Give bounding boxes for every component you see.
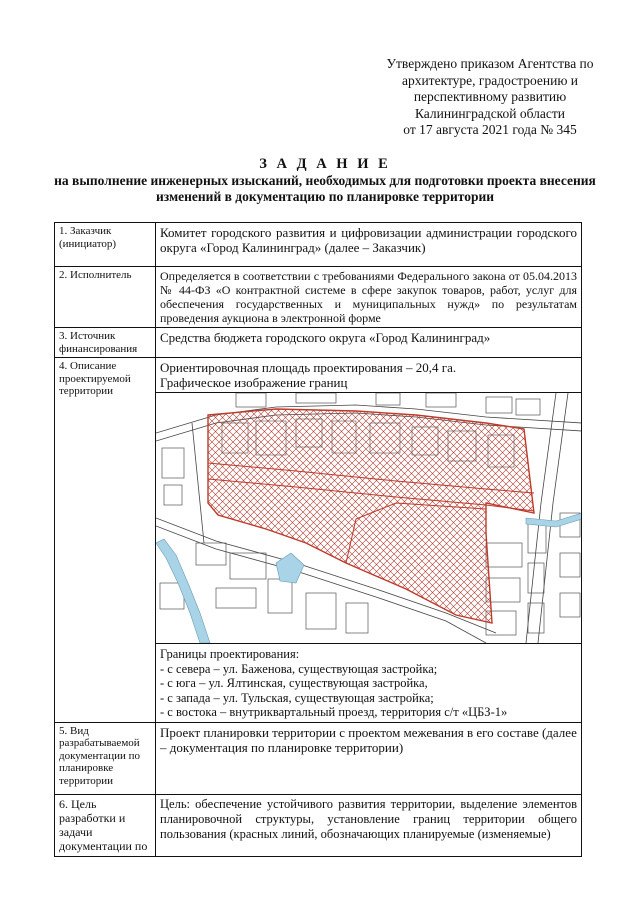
table-row [55,267,582,328]
boundary-map [156,392,581,644]
table-row [55,794,582,856]
bounds-north: - с севера – ул. Баженова, существующая застройка; [160,661,438,676]
boundary-map-svg [156,393,581,643]
approval-line: перспективному развитию [413,89,567,104]
row-label: 6. Цель разработки и задачи документации по [55,794,156,856]
title-main: З А Д А Н И Е [259,156,391,172]
title-sub-line: изменений в документацию по планировке территории [155,189,495,204]
approval-line: от 17 августа 2021 года № 345 [403,122,577,137]
bounds-east: - с востока – внутриквартальный проезд, территория с/т «ЦБЗ-1» [160,705,508,719]
row-label: 5. Вид разрабатываемой документации по планировке территории [55,722,156,794]
row-label: 1. Заказчик (инициатор) [55,223,156,267]
bounds-south: - с юга – ул. Ялтинская, существующая застройка, [160,676,428,690]
bounds-west: - с запада – ул. Тульская, существующая застройка; [160,690,434,705]
table-row [55,358,582,723]
approval-note [370,56,610,139]
row-label: 4. Описание проектируемой территории [55,358,156,723]
title-sub-line: на выполнение инженерных изысканий, необходимых для подготовки проекта внесения [54,173,596,188]
approval-line: архитектуре, градостроению и [401,72,579,88]
row-value [156,358,582,723]
approval-line: Утверждено приказом Агентства по [386,56,594,71]
row-label: 3. Источник финансирования [55,328,156,358]
bounds-title: Границы проектирования: [160,647,300,661]
row-value: Средства бюджета городского округа «Город Калининград» [156,328,582,358]
table-row [55,328,582,358]
table-row [55,223,582,267]
approval-line: Калининградской области [414,105,566,121]
area-text: Ориентировочная площадь проектирования – 20,4 га. [160,360,457,375]
row-value: Определяется в соответствии с требованиями Федерального закона от 05.04.2013 № 44-ФЗ «О контрактной системе в сфере закупок товаров, работ, услуг для обеспечения государственных и муниципальных нужд» по результатам проведения аукциона в электронной форме [156,267,582,328]
document-title [40,155,610,205]
row-label: 2. Исполнитель [55,267,156,328]
row-value: Цель: обеспечение устойчивого развития территории, выделение элементов планировочной структуры, установление границ территории общего пользования (красных линий, обозначающих планируемые (изменяемые) [156,794,582,856]
task-table [54,222,582,857]
boundaries-block [160,647,577,720]
table-row [55,722,582,794]
row-value: Комитет городского развития и цифровизации администрации городского округа «Город Калининград» (далее – Заказчик) [156,223,582,267]
graphic-caption: Графическое изображение границ [160,375,348,390]
row-value: Проект планировки территории с проектом межевания в его составе (далее – документация по планировке территории) [156,722,582,794]
